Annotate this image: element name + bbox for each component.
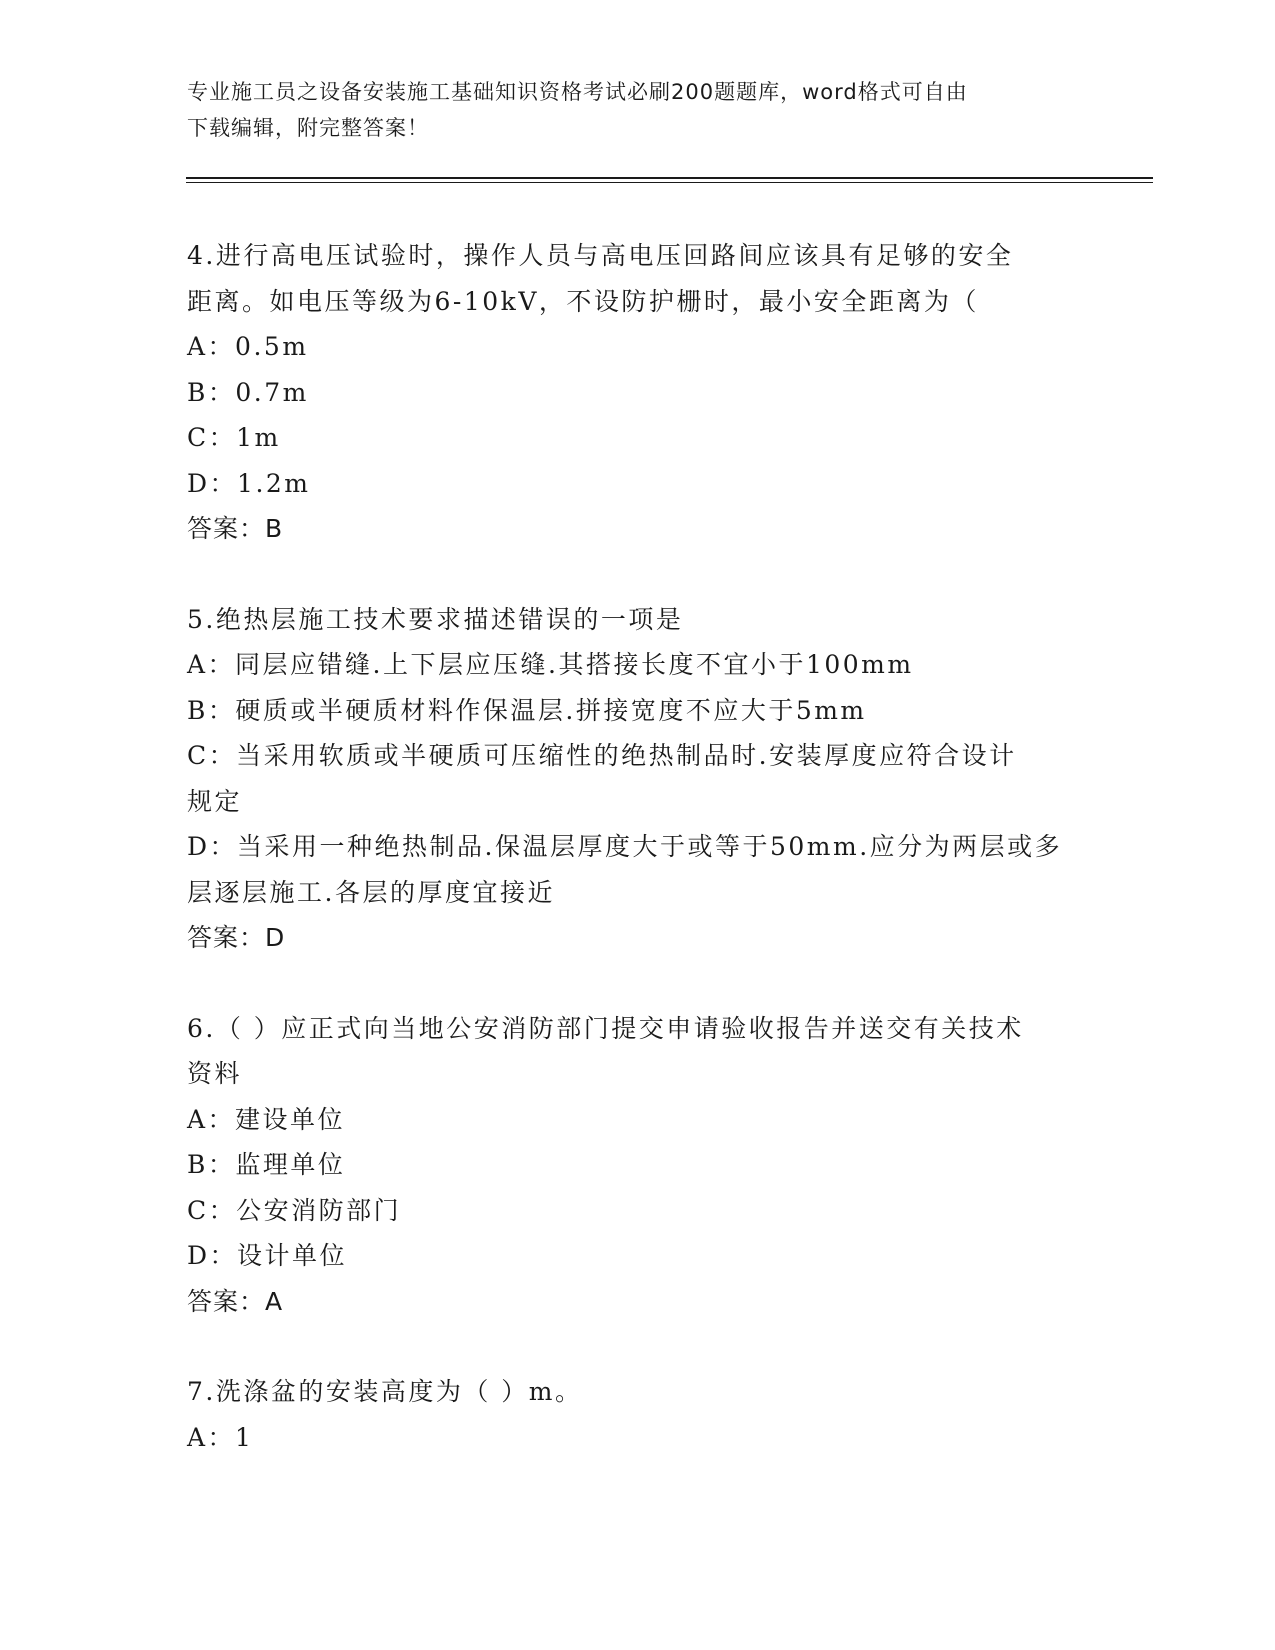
option-c: C：当采用软质或半硬质可压缩性的绝热制品时.安装厚度应符合设计 xyxy=(187,741,1017,770)
question-stem-line: 6.（ ）应正式向当地公安消防部门提交申请验收报告并送交有关技术 xyxy=(187,1013,1024,1043)
question-stem-line: 资料 xyxy=(187,1059,243,1088)
option-b: B：0.7m xyxy=(187,377,309,407)
question-5 xyxy=(187,597,1087,961)
question-6 xyxy=(187,1006,1087,1325)
question-7 xyxy=(187,1369,1087,1460)
document-header xyxy=(187,74,1067,146)
option-a: A：0.5m xyxy=(187,332,309,361)
option-c-continued: 规定 xyxy=(187,786,243,816)
header-line-2: 下载编辑，附完整答案！ xyxy=(187,116,429,140)
option-a: A：建设单位 xyxy=(187,1104,346,1134)
header-divider-thick xyxy=(186,177,1153,179)
answer-line: 答案：D xyxy=(187,923,286,952)
question-stem-line: 7.洗涤盆的安装高度为（ ）m。 xyxy=(187,1377,583,1406)
option-d: D：1.2m xyxy=(187,468,311,498)
question-4 xyxy=(187,233,1087,552)
option-c: C：1m xyxy=(187,423,281,452)
option-a: A：1 xyxy=(187,1422,254,1452)
header-divider-thin xyxy=(186,182,1153,183)
question-stem-line: 4.进行高电压试验时，操作人员与高电压回路间应该具有足够的安全 xyxy=(187,241,1014,270)
question-stem-line: 距离。如电压等级为6-10kV，不设防护栅时，最小安全距离为（ xyxy=(187,286,979,316)
answer-line: 答案：B xyxy=(187,514,284,543)
option-d-continued: 层逐层施工.各层的厚度宜接近 xyxy=(187,877,555,907)
answer-line: 答案：A xyxy=(187,1286,284,1316)
option-d: D：当采用一种绝热制品.保温层厚度大于或等于50mm.应分为两层或多 xyxy=(187,832,1063,861)
header-line-1: 专业施工员之设备安装施工基础知识资格考试必刷200题题库，word格式可自由 xyxy=(187,80,968,104)
question-stem-line: 5.绝热层施工技术要求描述错误的一项是 xyxy=(187,604,684,634)
option-a: A：同层应错缝.上下层应压缝.其搭接长度不宜小于100mm xyxy=(187,650,914,679)
option-c: C：公安消防部门 xyxy=(187,1195,402,1225)
option-b: B：监理单位 xyxy=(187,1150,346,1179)
option-b: B：硬质或半硬质材料作保温层.拼接宽度不应大于5mm xyxy=(187,695,867,725)
question-list xyxy=(187,233,1087,1505)
option-d: D：设计单位 xyxy=(187,1241,348,1270)
